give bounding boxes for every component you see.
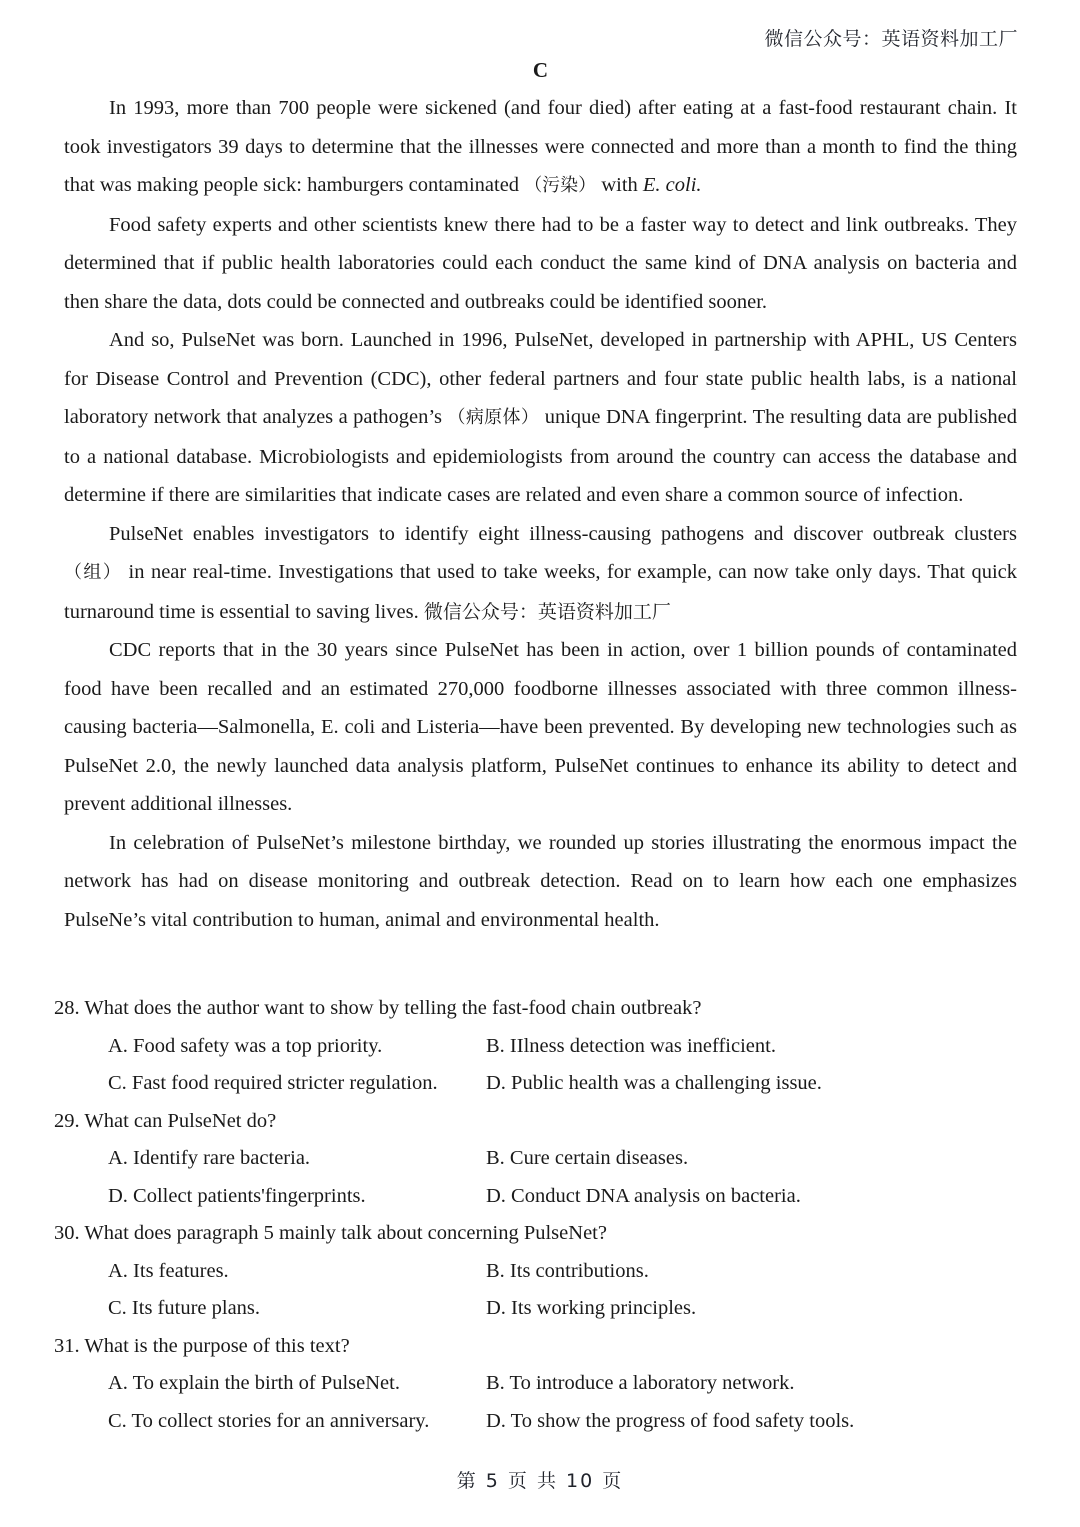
paragraph-text: CDC reports that in the 30 years since PulseNet has been in action, over 1 billion pounds of contaminated food have been recalled and an estimated 270,000 foodborne illnesses associated with three common illness-causing bacteria—Salmonella, E. coli and Listeria—have been prevented. By developing new technologies such as PulseNet 2.0, the newly launched data analysis platform, PulseNet continues to enhance its ability to detect and prevent additional illnesses. [64,639,1017,816]
passage-paragraph [64,89,1017,206]
answer-option[interactable]: B. To introduce a laboratory network. [486,1372,795,1394]
chinese-gloss: （组） [64,562,123,584]
option-row [54,1065,1024,1103]
section-letter: C [532,58,549,82]
answer-option[interactable]: D. Its working principles. [486,1297,697,1319]
passage-content [64,58,1017,939]
option-row [54,1403,1024,1441]
option-row [54,1140,1024,1178]
passage-paragraph [64,321,1017,515]
questions-list [54,990,1024,1440]
passage-paragraph [64,515,1017,632]
answer-option[interactable]: A. Identify rare bacteria. [108,1147,311,1169]
paragraph-text: unique DNA fingerprint. The resulting data are published to a national database. Microbiologists and epidemiologists from around the country can access the database and determine if there are similarities that indicate cases are related and even share a common source of infection. [64,406,1018,507]
answer-option[interactable]: A. Food safety was a top priority. [108,1034,383,1057]
paragraph-text: PulseNet enables investigators to identify eight illness-causing pathogens and discover outbreak clusters [109,522,1017,545]
question-options [54,1365,1024,1440]
question-stem: 31. What is the purpose of this text? [54,1334,350,1357]
answer-option[interactable]: D. Conduct DNA analysis on bacteria. [486,1184,801,1207]
passage-paragraphs [64,89,1017,939]
question-stem: 29. What can PulseNet do? [54,1109,277,1132]
option-row [54,1178,1024,1216]
answer-option[interactable]: D. Collect patients'fingerprints. [108,1184,366,1207]
paragraph-text: Food safety experts and other scientists knew there had to be a faster way to detect and link outbreaks. They determined that if public health laboratories could each conduct the same kind of DNA analysis on bacteria and then share the data, dots could be connected and outbreaks could be identified sooner. [64,213,1017,313]
paragraph-text: In celebration of PulseNet’s milestone birthday, we rounded up stories illustrating the enormous impact the network has had on disease monitoring and outbreak detection. Read on to learn how each one emphasizes PulseNe’s vital contribution to human, animal and environmental health. [64,831,1017,931]
question-block [54,1328,1024,1441]
passage-paragraph [64,824,1017,940]
option-row [54,1253,1024,1291]
chinese-gloss: （病原体） [447,407,540,429]
question-options [54,1028,1024,1103]
answer-option[interactable]: B. IIlness detection was inefficient. [486,1034,776,1057]
question-stem: 28. What does the author want to show by telling the fast-food chain outbreak? [54,997,702,1019]
paragraph-text: In 1993, more than 700 people were sickened (and four died) after eating at a fast-food restaurant chain. It took investigators 39 days to determine that the illnesses were connected and more than a month to find the thing that was making people sick: hamburgers contaminated [64,97,1017,197]
answer-option[interactable]: D. To show the progress of food safety tools. [486,1409,855,1432]
passage-paragraph [64,631,1017,824]
scientific-name: E. coli. [642,174,702,197]
answer-option[interactable]: A. To explain the birth of PulseNet. [108,1372,400,1394]
option-row [54,1290,1024,1328]
page-footer: 第 5 页 共 10 页 [456,1470,624,1492]
chinese-gloss: （污染） [524,175,597,197]
paragraph-text: in near real-time. Investigations that used to take weeks, for example, can now take only days. That quick turnaround time is essential to saving lives. [64,561,1017,623]
passage-paragraph [64,206,1017,322]
question-block [54,1103,1024,1216]
watermark-inline: 微信公众号：英语资料加工厂 [423,600,671,623]
question-block [54,1215,1024,1328]
answer-option[interactable]: A. Its features. [108,1259,229,1282]
answer-option[interactable]: B. Cure certain diseases. [486,1147,689,1169]
answer-option[interactable]: C. Fast food required stricter regulation. [108,1072,438,1094]
question-block [54,990,1024,1103]
question-options [54,1140,1024,1215]
answer-option[interactable]: C. Its future plans. [108,1297,261,1319]
paragraph-text: with [596,174,643,197]
paragraph-text: And so, PulseNet was born. Launched in 1996, PulseNet, developed in partnership with APHL, US Centers for Disease Control and Prevention (CDC), other federal partners and four state public health labs, is a national laboratory network that analyzes a pathogen’s [64,329,1017,429]
option-row [54,1365,1024,1403]
option-row [54,1028,1024,1066]
question-stem: 30. What does paragraph 5 mainly talk about concerning PulseNet? [54,1222,607,1244]
question-options [54,1253,1024,1328]
answer-option[interactable]: D. Public health was a challenging issue. [486,1072,822,1094]
answer-option[interactable]: C. To collect stories for an anniversary. [108,1409,430,1432]
answer-option[interactable]: B. Its contributions. [486,1259,649,1282]
watermark-top-right: 微信公众号：英语资料加工厂 [764,28,1018,50]
